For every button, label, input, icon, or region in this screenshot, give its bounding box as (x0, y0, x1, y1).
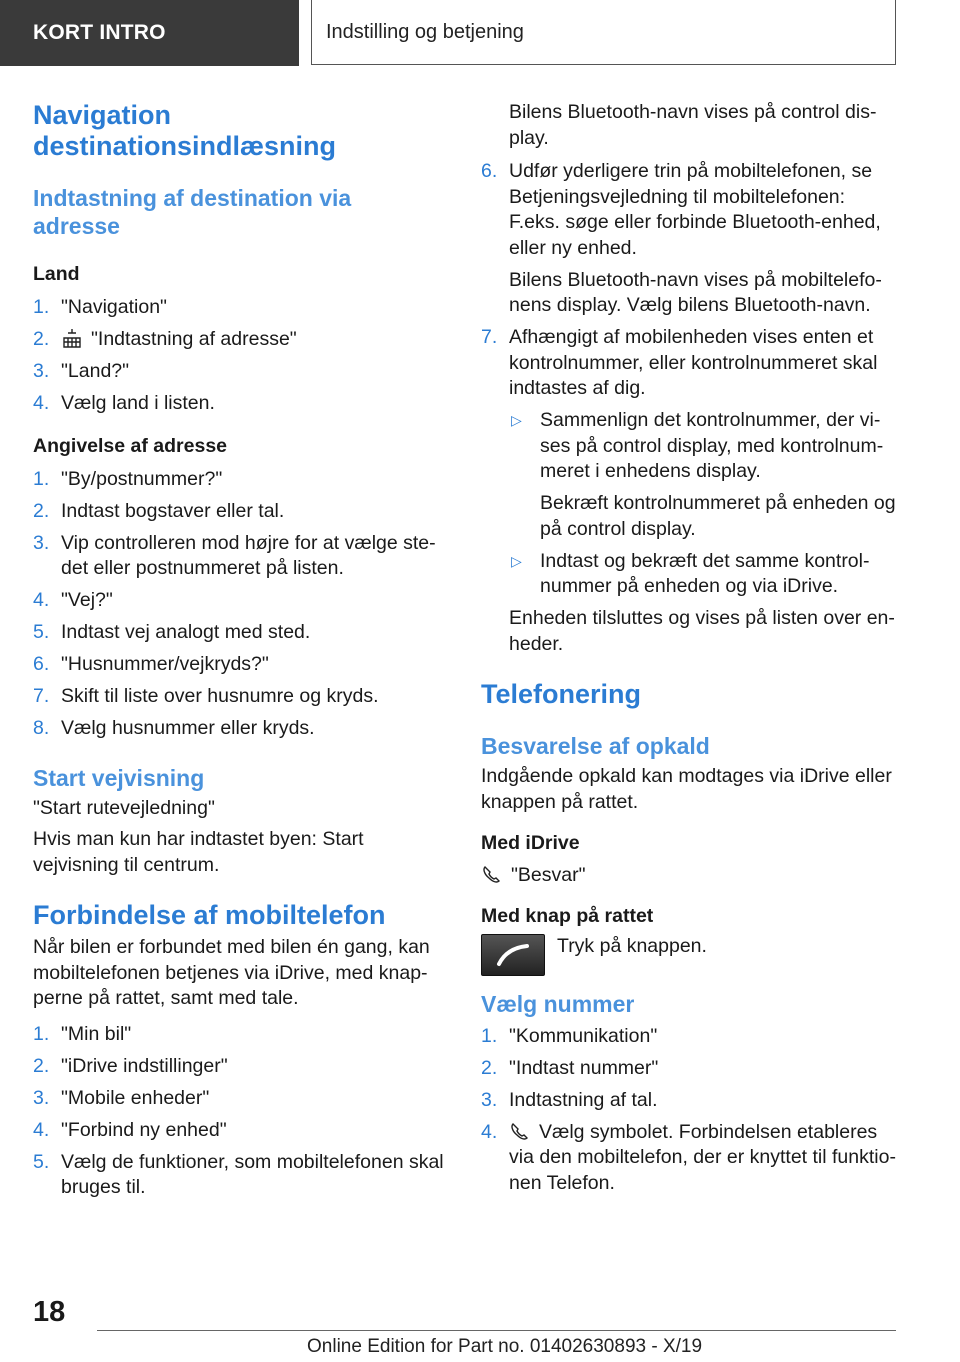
list-item: 1. "Min bil" (33, 1022, 132, 1045)
list-item: 4. Vælg symbolet. Forbindelsen etableres via den mobiltelefon, der er knyttet til funktio-nen Telefon. (481, 1120, 896, 1194)
address-entry-icon (61, 328, 83, 348)
button-label: Med knap på rattet (481, 905, 654, 927)
list-item: 6. "Husnummer/vejkryds?" (33, 653, 269, 675)
left-column (33, 100, 448, 1207)
section-title: Indstilling og betjening (311, 0, 896, 65)
list-item: 3. "Land?" (33, 359, 130, 382)
steering-button-row (481, 934, 896, 976)
list-item: 4. "Forbind ny enhed" (33, 1118, 227, 1141)
footer-divider (97, 1330, 896, 1331)
phone-icon (509, 1121, 531, 1141)
address-steps (33, 467, 448, 742)
land-label: Land (33, 263, 80, 285)
handset-icon (493, 942, 533, 968)
list-item: 7. Skift til liste over husnumre og kryds. (33, 685, 379, 707)
mobile-steps (33, 1022, 448, 1201)
triangle-bullet-icon: ▷ (511, 412, 522, 428)
list-item: 2. "Indtastning af adresse" (33, 327, 297, 350)
idrive-label: Med iDrive (481, 832, 580, 854)
start-guidance-command: "Start rutevejledning" (33, 796, 215, 819)
list-item: 3. Indtastning af tal. (481, 1088, 658, 1111)
dial-number-heading: Vælg nummer (481, 990, 635, 1017)
list-item: 1. "By/postnummer?" (33, 467, 223, 490)
chapter-tab[interactable]: KORT INTRO (0, 0, 299, 66)
footer-edition: Online Edition for Part no. 01402630893 - X/19 (307, 1336, 703, 1357)
phone-icon (481, 864, 503, 884)
list-item: 6. Udfør yderligere trin på mobiltelefonen, se Betjeningsvejledning til mobiltelefonen: F.eks. søge eller forbinde Bluetooth-enhed, eller ny enhed. Bilens Bluetooth-navn vises på mobiltelefo-nens display. Vælg bilens Bluetooth-navn. (481, 160, 882, 316)
list-item: 8. Vælg husnummer eller kryds. (33, 717, 315, 739)
answer-call-text: Indgående opkald kan modtages via iDrive eller knappen på rattet. (481, 765, 892, 813)
mobile-connection-heading: Forbindelse af mobiltelefon (33, 900, 386, 930)
navigation-heading: Navigation destinationsindlæsning (33, 100, 337, 161)
mobile-steps-continued (481, 159, 896, 657)
start-guidance-heading: Start vejvisning (33, 764, 205, 791)
list-item: 2. "Indtast nummer" (481, 1056, 659, 1079)
list-item: 7. Afhængigt af mobilenheden vises enten et kontrolnummer, eller kontrolnummeret skal indtastes af dig. ▷ Sammenlign det kontrolnummer, der vi-ses på control display, med kontrolnum-meret i enhedens display. Bekræft kontrolnummeret på enheden og på control display. ▷ Indtast og bekræft det samme kontrol-nummer på enheden og via iDrive. Enheden tilsluttes og vises på listen over en-heder. (481, 326, 896, 655)
bullet-item: ▷ Indtast og bekræft det samme kontrol-nummer på enheden og via iDrive. (509, 549, 896, 600)
list-item: 1. "Navigation" (33, 295, 167, 318)
triangle-bullet-icon: ▷ (511, 552, 522, 569)
right-column (481, 100, 896, 1203)
address-heading: Indtastning af destination via adresse (33, 185, 352, 239)
list-item: 3. "Mobile enheder" (33, 1086, 210, 1109)
list-item: 5. Vælg de funktioner, som mobiltelefonen skal bruges til. (33, 1150, 444, 1198)
list-item: 4. "Vej?" (33, 589, 113, 611)
list-item: 4. Vælg land i listen. (33, 391, 215, 414)
address-label: Angivelse af adresse (33, 435, 228, 457)
telephony-heading: Telefonering (481, 679, 642, 709)
bullet-item: ▷ Sammenlign det kontrolnummer, der vi-ses på control display, med kontrolnum-meret i enhedens display. Bekræft kontrolnummeret på enheden og på control display. (509, 408, 896, 542)
answer-command: "Besvar" (481, 863, 896, 889)
dial-steps (481, 1024, 896, 1197)
answer-call-heading: Besvarelse af opkald (481, 733, 710, 759)
list-item: 2. Indtast bogstaver eller tal. (33, 499, 285, 522)
bluetooth-name-text: Bilens Bluetooth-navn vises på control dis-play. (509, 101, 877, 149)
list-item: 1. "Kommunikation" (481, 1024, 658, 1047)
list-item: 3. Vip controlleren mod højre for at vælge ste-det eller postnummeret på listen. (33, 531, 436, 579)
start-guidance-text: Hvis man kun har indtastet byen: Start vejvisning til centrum. (33, 828, 364, 876)
steering-phone-button[interactable] (481, 934, 545, 976)
land-steps (33, 295, 448, 417)
list-item: 2. "iDrive indstillinger" (33, 1054, 228, 1077)
mobile-intro-text: Når bilen er forbundet med bilen én gang, kan mobiltelefonen betjenes via iDrive, med knap-perne på rattet, samt med tale. (33, 936, 430, 1009)
list-item: 5. Indtast vej analogt med sted. (33, 621, 311, 643)
button-instruction: Tryk på knappen. (557, 934, 707, 957)
page-number: 18 (33, 1296, 66, 1328)
